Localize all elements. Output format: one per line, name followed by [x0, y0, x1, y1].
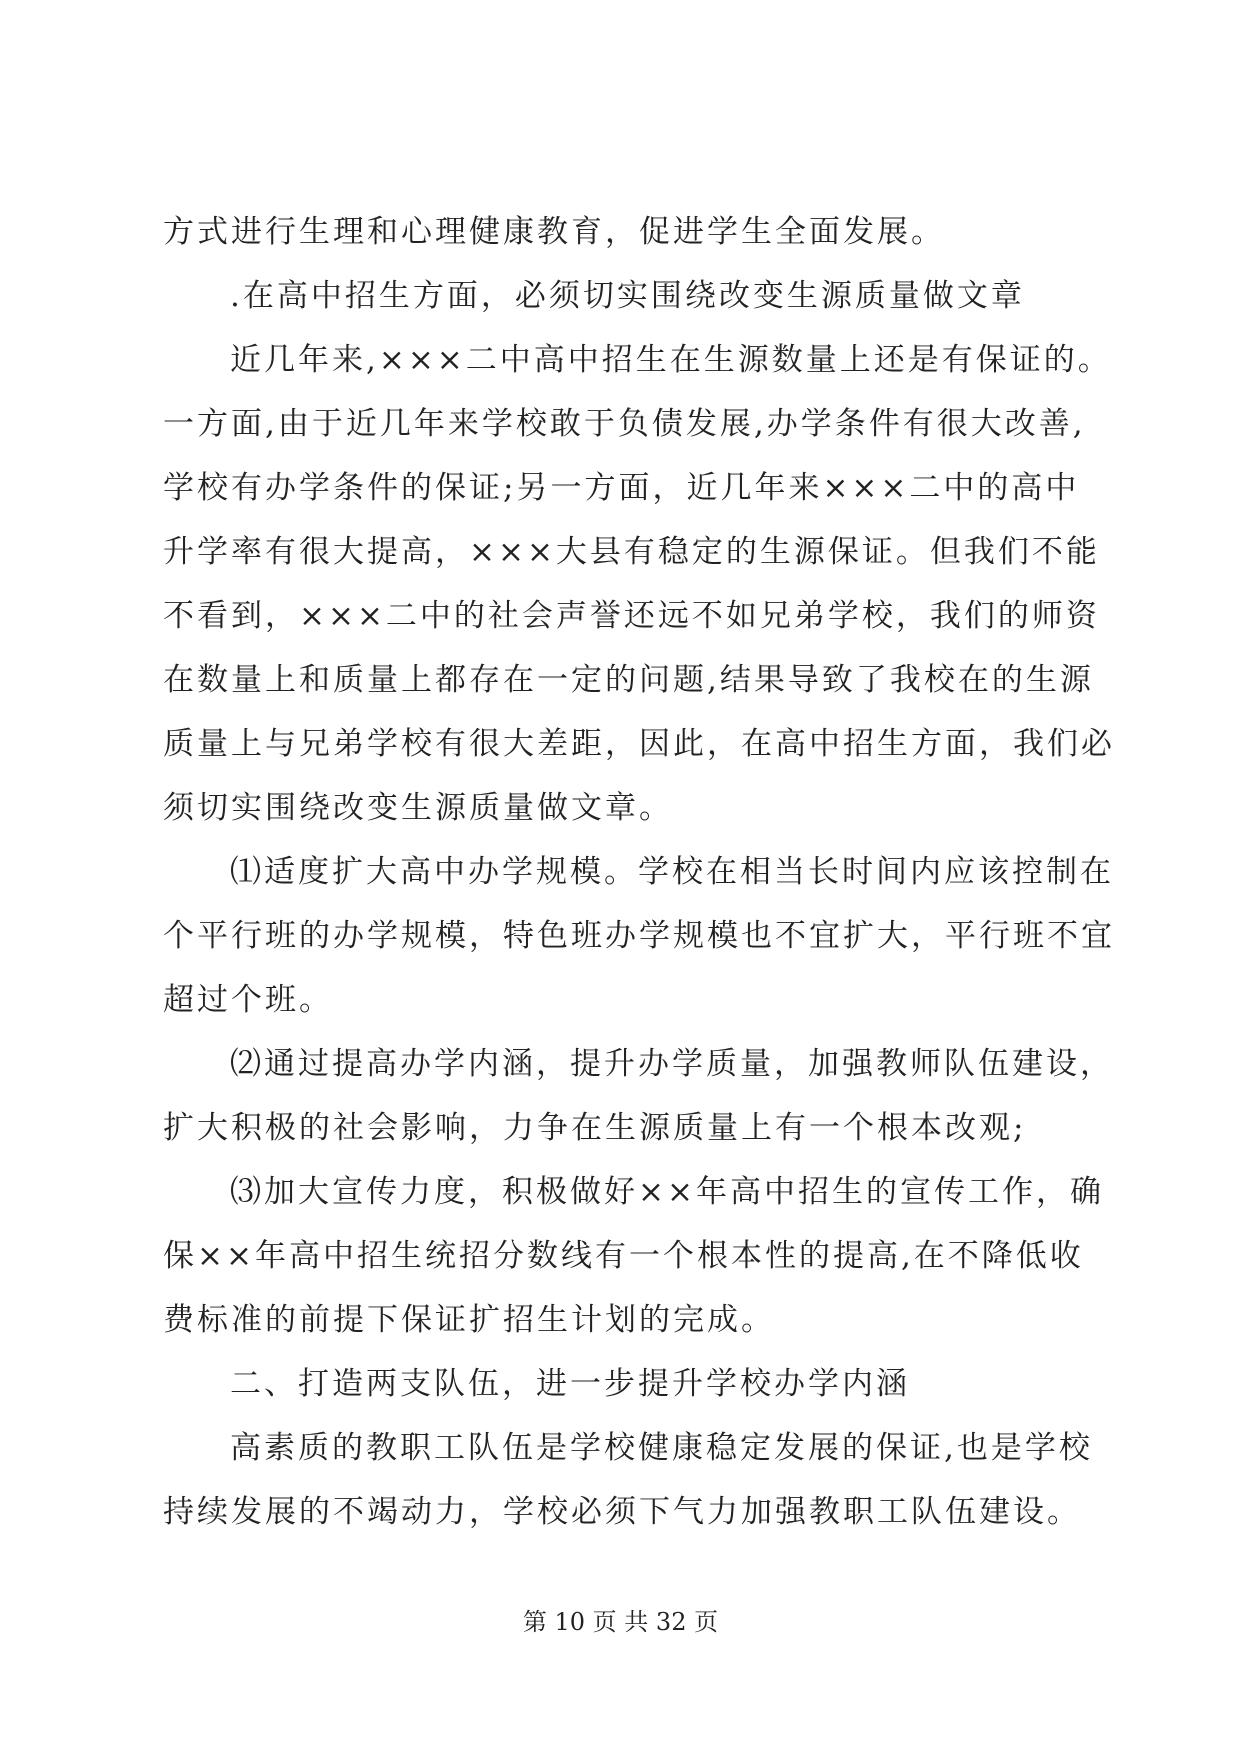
section-heading: 二、打造两支队伍，进一步提升学校办学内涵	[230, 1366, 910, 1402]
paragraph-line: 费标准的前提下保证扩招生计划的完成。	[163, 1302, 775, 1338]
paragraph-line: 升学率有很大提高，×××大县有稳定的生源保证。但我们不能	[163, 534, 1100, 570]
paragraph-line: 扩大积极的社会影响，力争在生源质量上有一个根本改观;	[163, 1110, 1027, 1146]
paragraph-line: 在数量上和质量上都存在一定的问题,结果导致了我校在的生源	[163, 662, 1094, 698]
section-heading: .在高中招生方面，必须切实围绕改变生源质量做文章	[230, 278, 1025, 314]
paragraph-line: 个平行班的办学规模，特色班办学规模也不宜扩大，平行班不宜	[163, 918, 1115, 954]
paragraph-line: 近几年来,×××二中高中招生在生源数量上还是有保证的。	[230, 342, 1112, 378]
paragraph-line: 高素质的教职工队伍是学校健康稳定发展的保证,也是学校	[230, 1430, 1093, 1466]
paragraph-line: 质量上与兄弟学校有很大差距，因此，在高中招生方面，我们必	[163, 726, 1115, 762]
page-number-footer: 第 10 页 共 32 页	[522, 1608, 719, 1636]
paragraph-line: 超过个班。	[163, 982, 333, 1018]
paragraph-line: 不看到，×××二中的社会声誉还远不如兄弟学校，我们的师资	[163, 598, 1100, 634]
list-item-line: ⑶加大宣传力度，积极做好××年高中招生的宣传工作，确	[230, 1174, 1104, 1210]
list-item-line: ⑴适度扩大高中办学规模。学校在相当长时间内应该控制在	[230, 854, 1114, 890]
paragraph-line: 方式进行生理和心理健康教育，促进学生全面发展。	[163, 214, 945, 250]
paragraph-line: 一方面,由于近几年来学校敢于负债发展,办学条件有很大改善,	[163, 406, 1086, 442]
paragraph-line: 保××年高中招生统招分数线有一个根本性的提高,在不降低收	[163, 1238, 1084, 1274]
list-item-line: ⑵通过提高办学内涵，提升办学质量，加强教师队伍建设，	[230, 1046, 1114, 1082]
paragraph-line: 学校有办学条件的保证;另一方面，近几年来×××二中的高中	[163, 470, 1080, 506]
paragraph-line: 须切实围绕改变生源质量做文章。	[163, 790, 673, 826]
paragraph-line: 持续发展的不竭动力，学校必须下气力加强教职工队伍建设。	[163, 1494, 1081, 1530]
